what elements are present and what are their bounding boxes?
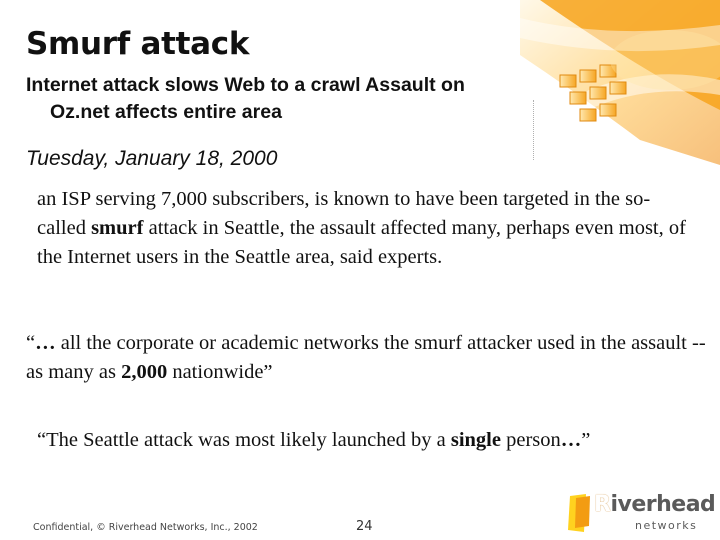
subtitle-line-2: Oz.net affects entire area <box>50 101 282 123</box>
quote-single-text-b: person <box>500 429 561 451</box>
article-date: Tuesday, January 18, 2000 <box>26 147 278 170</box>
paragraph-isp-bold: smurf <box>91 217 144 239</box>
paragraph-isp-text-a: an ISP serving 7,000 subscribers, is known to have been targeted in the so-called <box>37 188 651 239</box>
quote-networks <box>26 329 706 387</box>
quote-networks-text: all the corporate or academic networks the smurf attacker used in the assault -- as many as <box>26 332 706 383</box>
riverhead-logo <box>564 492 716 536</box>
quote-single-close: ” <box>581 429 591 451</box>
quote-single-bold: single <box>450 429 501 451</box>
quote-networks-open: “ <box>26 332 36 354</box>
subtitle-line-1: Internet attack slows Web to a crawl Assault on <box>26 74 465 96</box>
page-number: 24 <box>356 519 373 534</box>
logo-name-rest: iverhead <box>610 492 716 517</box>
logo-wordmark <box>594 492 715 517</box>
quote-single-text-a: “The Seattle attack was most likely launched by a <box>37 429 451 451</box>
quote-single-person <box>37 426 707 455</box>
slide-subtitle <box>26 72 586 126</box>
slide-title: Smurf attack <box>26 26 250 62</box>
paragraph-isp-text-b: attack in Seattle, the assault affected many, perhaps even most, of the Internet users in the Seattle area, said experts. <box>37 217 686 268</box>
quote-networks-close: nationwide” <box>167 361 273 383</box>
quote-networks-bold: 2,000 <box>121 361 168 383</box>
footer-confidential: Confidential, © Riverhead Networks, Inc., 2002 <box>33 522 258 533</box>
logo-tagline: networks <box>635 519 698 532</box>
quote-networks-ellipsis: … <box>35 332 56 354</box>
paragraph-isp <box>37 185 697 272</box>
quote-single-ellipsis: … <box>560 429 582 451</box>
logo-letter-r: R <box>594 492 611 517</box>
